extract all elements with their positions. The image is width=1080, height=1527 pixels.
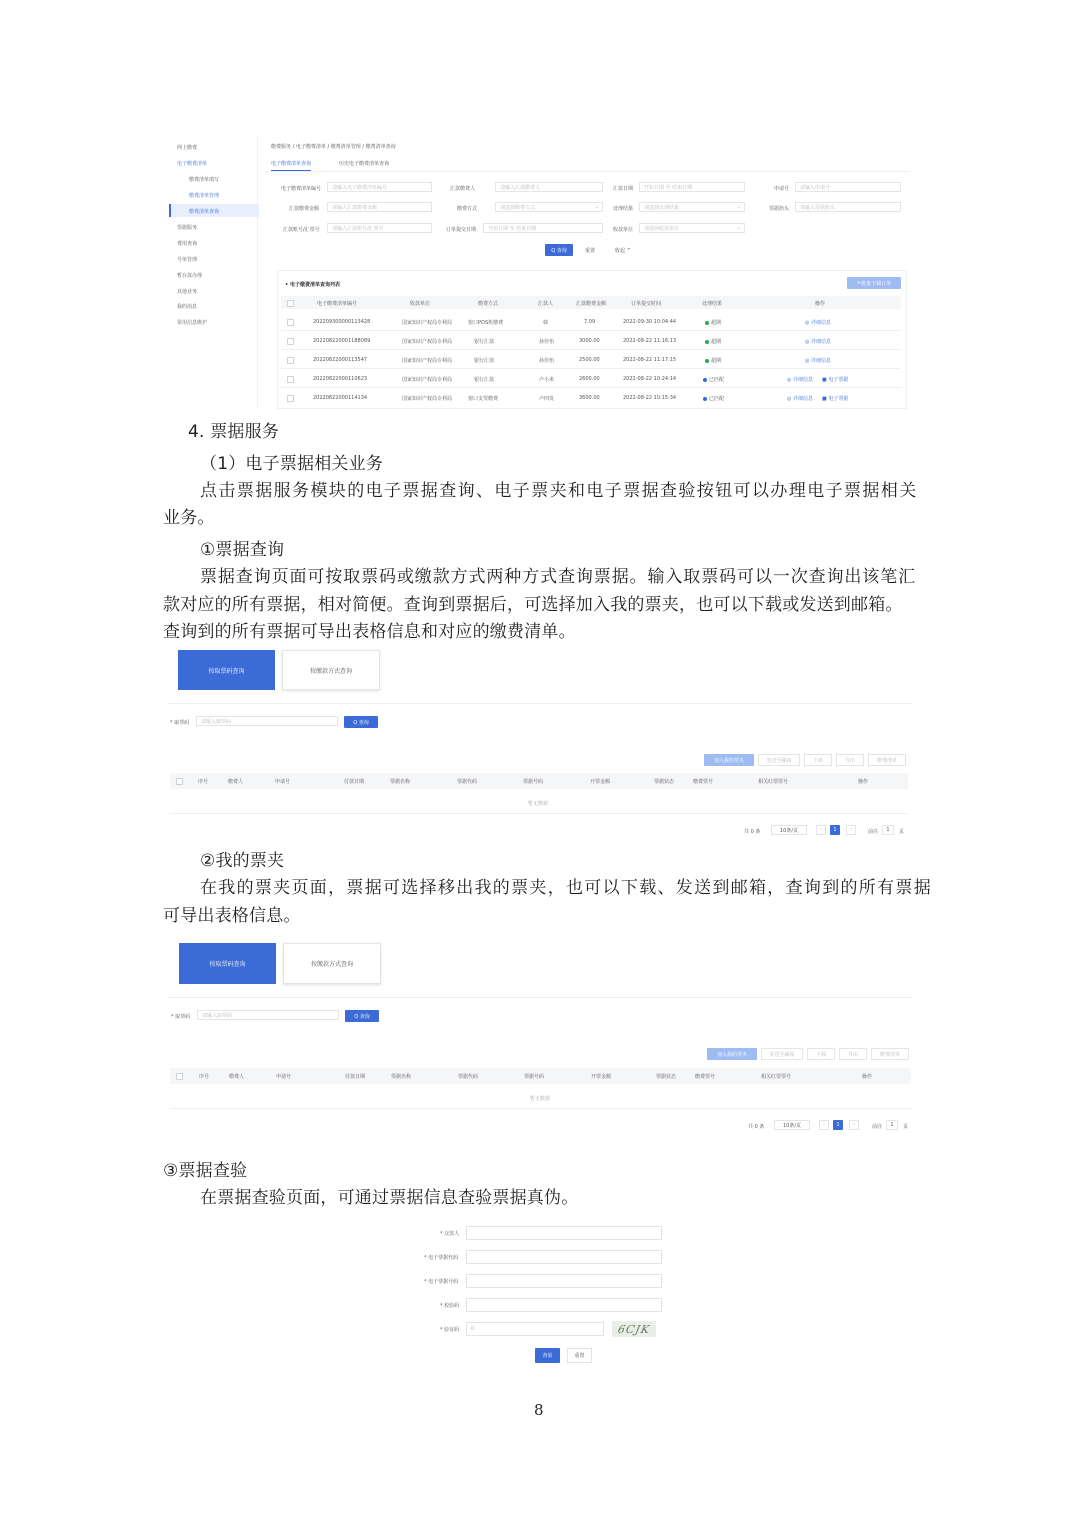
cell: 2022-08-22 11:16:13 <box>623 338 677 344</box>
column-header: 票据号码 <box>523 779 544 785</box>
code-label: * 取票码 <box>171 1014 191 1020</box>
divider <box>168 997 913 998</box>
cell: 银行汇款 <box>474 339 495 345</box>
row-divider <box>281 349 901 350</box>
table-row <box>281 373 901 385</box>
column-header: 操作 <box>862 1074 873 1080</box>
sidebar-item[interactable]: 网上缴费 <box>177 145 198 151</box>
column-header: 缴费方式 <box>478 301 499 307</box>
sidebar-item[interactable]: 暂存款办理 <box>177 273 203 279</box>
column-header: 票据号码 <box>524 1074 545 1080</box>
next-page-button[interactable]: › <box>846 825 856 835</box>
column-header: 缴费票号 <box>695 1074 716 1080</box>
filter-label: 汇款账号/汇票号 <box>283 227 320 233</box>
row-checkbox[interactable] <box>287 338 294 345</box>
status-badge: 超期 <box>705 357 721 364</box>
add-to-folder-button[interactable]: 加入我的票夹 <box>704 754 754 766</box>
cell: 3600.00 <box>579 395 600 401</box>
column-header: 电子缴费清单编号 <box>317 301 358 307</box>
table-row <box>281 392 901 404</box>
goto-input[interactable]: 1 <box>886 1120 898 1130</box>
detail-link[interactable]: ◎ 详细信息 <box>805 339 831 345</box>
select-all-checkbox[interactable] <box>176 1073 183 1080</box>
row-checkbox[interactable] <box>287 319 294 326</box>
detail-link[interactable]: ◎ 详细信息 <box>805 358 831 364</box>
cell: 韩 <box>543 320 549 326</box>
cell: 银行汇款 <box>474 358 495 364</box>
column-header: 付款日期 <box>345 1074 366 1080</box>
cell: 20220822000118808​9 <box>313 338 371 344</box>
tab-current[interactable]: 电子缴费清单查询 <box>271 160 311 172</box>
tab-by-payment[interactable]: 按缴款方式查询 <box>283 943 381 984</box>
filter-select[interactable]: 请选择处理结果 ⌄ <box>639 202 745 212</box>
screenshot-fee-list-query <box>165 136 910 408</box>
column-header: 票据状态 <box>654 779 675 785</box>
column-header: 收款单位 <box>410 301 431 307</box>
cell: 国家知识产权局专利局 <box>402 396 453 402</box>
sidebar-item[interactable]: 号单管理 <box>177 257 198 263</box>
filter-label: 收款单位 <box>613 227 634 233</box>
goto-label: 前往 <box>868 829 879 835</box>
tab-by-code[interactable]: 按取票码查询 <box>179 943 276 984</box>
column-header: 开票金额 <box>590 779 611 785</box>
filter-input[interactable]: 请输入汇款缴费人 <box>495 182 603 192</box>
empty-text: 暂无数据 <box>530 1096 551 1102</box>
column-header: 操作 <box>815 301 826 307</box>
breadcrumb: 缴费服务 / 电子缴费清单 / 缴费清单管理 / 缴费清单查询 <box>271 144 396 150</box>
tab-history[interactable]: 历史电子缴费清单查询 <box>339 161 390 167</box>
page-unit: 页 <box>903 1124 909 1130</box>
cell: 国家知识产权局专利局 <box>402 320 453 326</box>
cell: 国家知识产权局专利局 <box>402 339 453 345</box>
reset-button[interactable]: 重置 <box>585 248 596 254</box>
filter-select[interactable]: 请选择缴费方式 ⌄ <box>495 202 603 212</box>
filter-input[interactable]: 请输入汇款账号/汇票号 <box>327 223 432 233</box>
cell: 202208220001141​34 <box>313 395 368 401</box>
download-button[interactable]: 下载 <box>807 1048 835 1060</box>
column-header: 票据代码 <box>458 1074 479 1080</box>
row-checkbox[interactable] <box>287 357 294 364</box>
cell: 202208220001135​47 <box>313 357 368 363</box>
tab-by-payment[interactable]: 按缴款方式查询 <box>282 650 380 690</box>
goto-input[interactable]: 1 <box>882 825 894 835</box>
column-header: 缴费人 <box>228 779 244 785</box>
search-button[interactable]: Q 查询 <box>345 1010 379 1022</box>
total-count: 共 0 条 <box>748 1124 765 1130</box>
column-header: 票据名称 <box>390 779 411 785</box>
list-title: • 电子缴费清单查询列表 <box>285 282 340 288</box>
export-button[interactable]: 导出 <box>836 754 864 766</box>
total-count: 共 0 条 <box>744 829 761 835</box>
sidebar-item[interactable]: 我的消息 <box>177 304 198 310</box>
screenshot-invoice-verify <box>165 1215 913 1375</box>
column-header: 处理结果 <box>702 301 723 307</box>
sidebar-subitem[interactable]: 缴费清单填写 <box>189 177 220 183</box>
field-label: * 验证码 <box>440 1327 460 1333</box>
prev-page-button[interactable]: ‹ <box>819 1120 829 1130</box>
divider <box>168 703 913 704</box>
add-to-folder-button[interactable]: 加入我的票夹 <box>707 1048 757 1060</box>
filter-label: 电子缴费清单编号 <box>281 186 322 192</box>
row-checkbox[interactable] <box>287 395 294 402</box>
cell: 孙佳怡 <box>539 358 555 364</box>
collapse-toggle[interactable]: 收起 ^ <box>615 248 631 254</box>
paragraph-line: 业务。 <box>163 508 215 528</box>
cell: 国家知识产权局专利局 <box>402 358 453 364</box>
cell: 2600.00 <box>579 376 600 382</box>
column-header: 缴费票号 <box>693 779 714 785</box>
filter-date-range[interactable]: 开始日期 至 结束日期 <box>483 223 603 233</box>
filter-input[interactable]: 请输入票据抬头 <box>795 202 901 212</box>
cell: 银行汇款 <box>474 377 495 383</box>
prev-page-button[interactable]: ‹ <box>816 825 826 835</box>
export-button[interactable]: 导出 <box>839 1048 867 1060</box>
sidebar-item[interactable]: 费用查询 <box>177 241 198 247</box>
status-badge: 已匹配 <box>703 395 724 402</box>
cell: 国家知识产权局专利局 <box>402 377 453 383</box>
row-divider <box>281 387 901 388</box>
filter-input[interactable]: 请输入电子缴费清单编号 <box>327 182 432 192</box>
filter-date-range[interactable]: 开始日期 至 结束日期 <box>639 182 745 192</box>
table-row <box>281 354 901 366</box>
field-label: * 电子票据代码 <box>424 1255 459 1261</box>
column-header: 票据名称 <box>391 1074 412 1080</box>
select-all-checkbox[interactable] <box>287 300 294 307</box>
subsection-heading: （1）电子票据相关业务 <box>200 454 384 474</box>
next-page-button[interactable]: › <box>849 1120 859 1130</box>
filter-label: 汇款日期 <box>613 186 634 192</box>
page-unit: 页 <box>899 829 905 835</box>
payer-input[interactable] <box>466 1226 662 1240</box>
filter-label: 申请号 <box>774 186 790 192</box>
empty-text: 暂无数据 <box>528 801 549 807</box>
sidebar-subitem-active[interactable]: 缴费清单查询 <box>189 209 220 215</box>
select-all-checkbox[interactable] <box>176 778 183 785</box>
filter-label: 汇款缴费金额 <box>289 206 320 212</box>
sidebar-item[interactable]: 电子缴费清单 <box>177 161 208 167</box>
column-header: 汇款缴费金额 <box>576 301 607 307</box>
paragraph-line: 点击票据服务模块的电子票据查询、电子票夹和电子票据查验按钮可以办理电子票据相关 <box>200 481 918 501</box>
fee-list-button[interactable]: 缴费清单 <box>871 1048 909 1060</box>
reset-button[interactable]: 重置 <box>567 1348 592 1363</box>
subsection-heading: ②我的票夹 <box>200 851 285 871</box>
filter-label: 票据抬头 <box>769 206 790 212</box>
field-label: * 电子票据号码 <box>424 1279 459 1285</box>
filter-label: 汇款缴费人 <box>450 186 476 192</box>
cell: 卢四发 <box>539 396 555 402</box>
batch-download-button[interactable]: + 批量下载订单 <box>847 277 901 289</box>
cell: 窗口支票缴费 <box>468 396 499 402</box>
cell: 7.09 <box>584 319 596 325</box>
page-size-select[interactable]: 10条/页 <box>771 825 807 835</box>
column-header: 订单提交时间 <box>631 301 662 307</box>
column-header: 申请号 <box>276 1074 292 1080</box>
detail-link[interactable]: ◎ 详细信息 <box>805 320 831 326</box>
sidebar-item[interactable]: 常用信息维护 <box>177 320 208 326</box>
screenshot-my-folder <box>168 940 913 1135</box>
filter-label: 订单提交日期 <box>446 227 477 233</box>
paragraph-line: 票据查询页面可按取票码或缴款方式两种方式查询票据。输入取票码可以一次查询出该笔汇 <box>200 567 916 587</box>
column-header: 序号 <box>198 779 209 785</box>
page-number[interactable]: 1 <box>830 825 840 835</box>
subsection-heading: ③票据查验 <box>163 1161 248 1181</box>
cell: 卢小米 <box>539 377 555 383</box>
column-header: 操作 <box>858 779 869 785</box>
column-header: 申请号 <box>275 779 291 785</box>
verify-button[interactable]: 查验 <box>535 1348 560 1363</box>
sidebar-item[interactable]: 其他业务 <box>177 289 198 295</box>
code-label: * 取票码 <box>170 720 190 726</box>
page-number[interactable]: 1 <box>833 1120 843 1130</box>
column-header: 付款日期 <box>344 779 365 785</box>
search-button[interactable]: Q 查询 <box>545 244 573 256</box>
subsection-heading: ①票据查询 <box>200 540 285 560</box>
cell: 窗口POS机缴费 <box>468 320 504 326</box>
field-label: * 交款人 <box>440 1231 460 1237</box>
table-bottom-line <box>170 1108 911 1109</box>
column-header: 序号 <box>199 1074 210 1080</box>
paragraph-line: 可导出表格信息。 <box>163 906 301 926</box>
column-header: 相关红票票号 <box>761 1074 792 1080</box>
section-heading: 4. 票据服务 <box>188 422 280 442</box>
cell: 2022-08-22 11:17:15 <box>623 357 677 363</box>
e-invoice-link[interactable]: ■ 电子票据 <box>822 377 849 383</box>
invoice-number-input[interactable] <box>466 1274 662 1288</box>
field-label: * 校验码 <box>440 1303 460 1309</box>
cell: 2022093000001134​28 <box>313 319 371 325</box>
detail-link[interactable]: ◎ 详细信息 <box>787 377 813 383</box>
column-header: 相关红票票号 <box>758 779 789 785</box>
e-invoice-link[interactable]: ■ 电子票据 <box>822 396 849 402</box>
chevron-down-icon: ⌄ <box>736 204 741 210</box>
cell: 孙佳怡 <box>539 339 555 345</box>
paragraph-line: 在票据查验页面，可通过票据信息查验票据真伪。 <box>200 1188 579 1208</box>
status-badge: 超期 <box>705 319 721 326</box>
row-divider <box>281 330 901 331</box>
code-input[interactable]: 请输入取票码 <box>196 716 338 726</box>
status-badge: 已匹配 <box>703 376 724 383</box>
filter-label: 缴费方式 <box>457 206 478 212</box>
sidebar <box>165 136 258 408</box>
chevron-down-icon: ⌄ <box>736 225 741 231</box>
column-header: 汇款人 <box>538 301 554 307</box>
paragraph-line: 款对应的所有票据，相对简便。查询到票据后，可选择加入我的票夹，也可以下载或发送到邮箱。 <box>163 595 903 615</box>
download-button[interactable]: 下载 <box>804 754 832 766</box>
fee-list-button[interactable]: 缴费清单 <box>868 754 906 766</box>
table-bottom-line <box>170 813 908 814</box>
check-code-input[interactable] <box>466 1298 662 1312</box>
send-email-button[interactable]: 发送至邮箱 <box>758 754 800 766</box>
detail-link[interactable]: ◎ 详细信息 <box>787 396 813 402</box>
cell: 2022-08-22 10:24:14 <box>623 376 677 382</box>
code-input[interactable]: 请输入取票码 <box>197 1010 339 1020</box>
cell: 2022-08-22 10:15:34 <box>623 395 677 401</box>
cell: 3000.00 <box>579 338 600 344</box>
tab-by-code[interactable]: 按取票码查询 <box>178 650 275 690</box>
cell: 2500.00 <box>579 357 600 363</box>
row-checkbox[interactable] <box>287 376 294 383</box>
captcha-image[interactable]: 6CJK <box>612 1321 656 1337</box>
search-button[interactable]: Q 查询 <box>344 716 378 728</box>
paragraph-line: 在我的票夹页面，票据可选择移出我的票夹，也可以下载、发送到邮箱，查询到的所有票据 <box>200 878 932 898</box>
send-email-button[interactable]: 发送至邮箱 <box>761 1048 803 1060</box>
filter-select[interactable]: 请选择收款单位 ⌄ <box>639 223 745 233</box>
sidebar-item[interactable]: 票据服务 <box>177 225 198 231</box>
chevron-down-icon: ⌄ <box>594 204 599 210</box>
column-header: 票据状态 <box>656 1074 677 1080</box>
page-number-footer: 8 <box>534 1401 544 1419</box>
cell: 2022-09-30 10:04:44 <box>623 319 677 325</box>
captcha-input[interactable]: 0 <box>466 1322 604 1336</box>
column-header: 票据代码 <box>457 779 478 785</box>
filter-input[interactable]: 请输入申请号 <box>795 182 901 192</box>
status-badge: 超期 <box>705 338 721 345</box>
sidebar-subitem[interactable]: 缴费清单管理 <box>189 193 220 199</box>
invoice-code-input[interactable] <box>466 1250 662 1264</box>
row-divider <box>281 368 901 369</box>
filter-label: 处理结果 <box>613 206 634 212</box>
paragraph-line: 查询到的所有票据可导出表格信息和对应的缴费清单。 <box>163 622 576 642</box>
table-row <box>281 316 901 328</box>
column-header: 缴费人 <box>229 1074 245 1080</box>
page-size-select[interactable]: 10条/页 <box>774 1120 810 1130</box>
column-header: 开票金额 <box>591 1074 612 1080</box>
filter-input[interactable]: 请输入汇款缴费金额 <box>327 202 432 212</box>
table-row <box>281 335 901 347</box>
cell: 202208220001106​23 <box>313 376 368 382</box>
tabs-divider <box>265 171 910 172</box>
goto-label: 前往 <box>872 1124 883 1130</box>
screenshot-invoice-query <box>168 645 913 840</box>
